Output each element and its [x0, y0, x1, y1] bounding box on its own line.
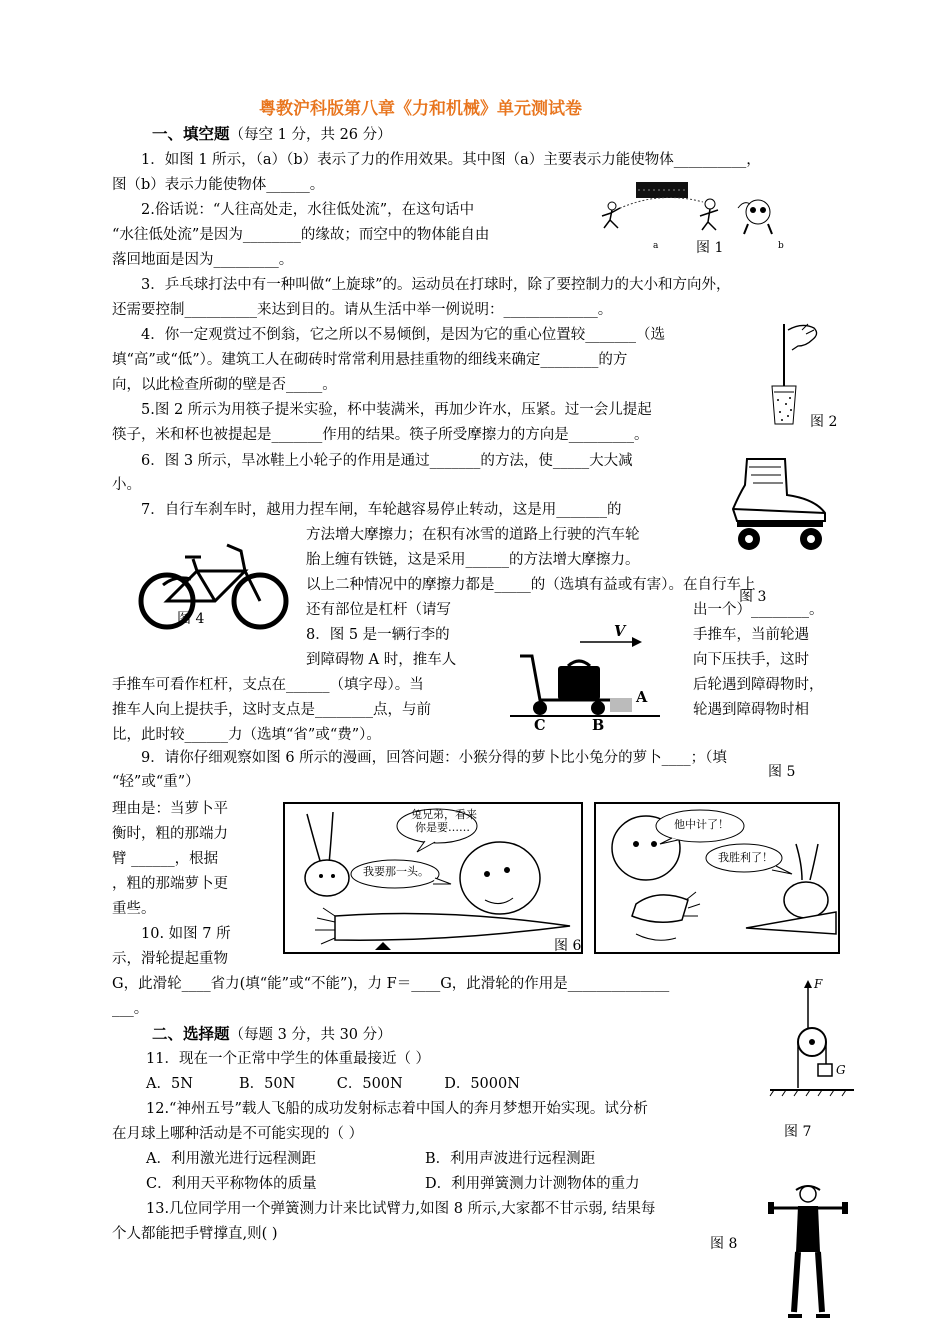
q12-option-c: C．利用天平称物体的质量: [146, 1176, 317, 1192]
q8-line4: 推车人向上提扶手，这时支点是________点，与前: [112, 702, 431, 718]
q11-line: 11．现在一个正常中学生的体重最接近（ ）: [146, 1051, 431, 1067]
figure-3-caption: 图 3: [739, 589, 767, 605]
q10-line4: ___。: [112, 1001, 149, 1017]
q8-line5: 比，此时较______力（选填“省”或“费”）。: [112, 727, 381, 743]
figure-6-speech-3: 我要那一头。: [363, 865, 429, 878]
figure-3-drawing: [725, 455, 830, 555]
figure-2: [762, 320, 842, 435]
q12-option-b: B．利用声波进行远程测距: [425, 1151, 596, 1167]
section1-title: 一、填空题: [152, 125, 230, 143]
section1-heading: [152, 124, 392, 145]
q8-line1: 8．图 5 是一辆行李的: [306, 627, 450, 643]
figure-4-drawing: [135, 535, 295, 635]
q8-line2-right: 向下压扶手，这时: [693, 652, 809, 668]
figure-6-speech-2: 你是要……: [415, 821, 470, 834]
q2-line2: “水往低处流”是因为________的缘故；而空中的物体能自由: [112, 227, 490, 243]
figure-1-label-a: a: [653, 241, 659, 251]
figure-4: [135, 535, 300, 635]
figure-7-drawing: [770, 978, 860, 1098]
figure-6-caption: 图 6: [554, 938, 582, 954]
q9-line4: 衡时，粗的那端力: [112, 826, 228, 842]
q8-line3-right: 后轮遇到障碍物时，: [693, 677, 824, 693]
q12-line2: 在月球上哪种活动是不可能实现的（ ）: [112, 1126, 364, 1142]
page-title: 粤教沪科版第八章《力和机械》单元测试卷: [259, 99, 582, 119]
figure-6-speech-4: 他中计了！: [674, 818, 729, 831]
figure-8: [710, 1182, 848, 1332]
q9-line3: 理由是：当萝卜平: [112, 801, 228, 817]
q1-line2: 图（b）表示力能使物体______。: [112, 177, 325, 193]
figure-6-panel-1: [283, 802, 583, 954]
figure-5-label-c: C: [534, 717, 546, 734]
q2-line3: 落回地面是因为_________。: [112, 252, 294, 268]
figure-7-weight-label: G: [836, 1063, 846, 1077]
q7-line6: 出一个）________。: [693, 602, 824, 618]
q5-line1: 5.图 2 所示为用筷子提米实验，杯中装满米，再加少许水，压紧。过一会儿提起: [141, 402, 652, 418]
q12-line1: 12.“神州五号”载人飞船的成功发射标志着中国人的奔月梦想开始实现。试分析: [146, 1101, 648, 1117]
figure-5: [510, 620, 680, 735]
figure-7-caption: 图 7: [784, 1124, 812, 1140]
q3-line1: 3．乒乓球打法中有一种叫做“上旋球”的。运动员在打球时，除了要控制力的大小和方向外，: [141, 277, 731, 293]
figure-8-drawing: [768, 1182, 848, 1332]
q8-line1-right: 手推车，当前轮遇: [693, 627, 809, 643]
q9-line1: 9．请你仔细观察如图 6 所示的漫画，回答问题：小猴分得的萝卜比小兔分的萝卜____；（填: [141, 750, 727, 766]
q10-line3: G，此滑轮____省力(填“能”或“不能”)，力 F＝____G，此滑轮的作用是______________: [112, 976, 670, 992]
q7-line5: 还有部位是杠杆（请写: [306, 602, 451, 618]
section2-note: （每题 3 分，共 30 分）: [229, 1027, 392, 1043]
q3-line2: 还需要控制__________来达到目的。请从生活中举一例说明：_____________。: [112, 302, 613, 318]
q1-line1: 1．如图 1 所示，（a）（b）表示了力的作用效果。其中图（a）主要表示力能使物体__________，: [141, 152, 761, 168]
q12-option-d: D．利用弹簧测力计测物体的重力: [425, 1176, 640, 1192]
figure-6-panel-2: [594, 802, 840, 954]
figure-6-speech-5: 我胜利了！: [718, 851, 773, 864]
figure-5-caption: 图 5: [768, 764, 796, 780]
q13-line1: 13.几位同学用一个弹簧测力计来比试臂力,如图 8 所示,大家都不甘示弱, 结果每: [146, 1201, 656, 1217]
q6-line1: 6．图 3 所示，旱冰鞋上小轮子的作用是通过_______的方法，使_____大大减: [141, 453, 633, 469]
q4-line1: 4．你一定观赏过不倒翁，它之所以不易倾倒，是因为它的重心位置较_______（选: [141, 327, 665, 343]
q7-line1: 7．自行车刹车时，越用力捏车闸，车轮越容易停止转动，这是用_______的: [141, 502, 622, 518]
q8-line2: 到障碍物 A 时，推车人: [306, 652, 457, 668]
figure-5-label-a: A: [636, 689, 648, 706]
figure-7-force-label: F: [814, 977, 823, 991]
figure-1-drawing: [598, 180, 778, 260]
q4-line2: 填“高”或“低”）。建筑工人在砌砖时常常利用悬挂重物的细线来确定________的方: [112, 352, 628, 368]
q11-options: A．5N B．50N C．500N D．5000N: [146, 1076, 520, 1092]
figure-5-velocity-label: V: [614, 623, 626, 640]
q7-line2: 方法增大摩擦力；在积有冰雪的道路上行驶的汽车轮: [306, 527, 640, 543]
q13-line2: 个人都能把手臂撑直,则( ): [112, 1226, 278, 1242]
q8-line4-right: 轮遇到障碍物时相: [693, 702, 809, 718]
section1-note: （每空 1 分，共 26 分）: [229, 127, 392, 143]
figure-6-speech-1: 兔兄弟，看来: [411, 808, 477, 821]
q10-line1: 10. 如图 7 所: [141, 926, 231, 942]
figure-8-caption: 图 8: [710, 1236, 738, 1252]
q9-line5: 臂 ______，根据: [112, 851, 219, 867]
figure-1-label-b: b: [778, 241, 784, 251]
figure-5-label-b: B: [592, 717, 605, 734]
figure-4-caption: 图 4: [177, 611, 205, 627]
figure-1: [598, 180, 784, 260]
q9-line7: 重些。: [112, 901, 156, 917]
section2-heading: [152, 1024, 392, 1045]
q5-line2: 筷子，米和杯也被提起是_______作用的结果。筷子所受摩擦力的方向是_________。: [112, 427, 649, 443]
figure-7: [770, 978, 860, 1143]
q10-line2: 示，滑轮提起重物: [112, 951, 228, 967]
q12-option-a: A．利用激光进行远程测距: [146, 1151, 316, 1167]
q6-line2: 小。: [112, 477, 141, 493]
q7-line3: 胎上缠有铁链，这是采用______的方法增大摩擦力。: [306, 552, 640, 568]
q2-line1: 2.俗话说：“人往高处走，水往低处流”，在这句话中: [141, 202, 475, 218]
q9-line6: ，粗的那端萝卜更: [112, 876, 228, 892]
figure-1-caption: 图 1: [696, 240, 724, 256]
q4-line3: 向，以此检查所砌的壁是否_____。: [112, 377, 337, 393]
q9-line2: “轻”或“重”）: [112, 774, 200, 790]
q8-line3: 手推车可看作杠杆，支点在______（填字母）。当: [112, 677, 424, 693]
figure-2-caption: 图 2: [810, 414, 838, 430]
q7-line4: 以上二种情况中的摩擦力都是_____的（选填有益或有害）。在自行车上: [306, 577, 756, 593]
section2-title: 二、选择题: [152, 1025, 230, 1043]
